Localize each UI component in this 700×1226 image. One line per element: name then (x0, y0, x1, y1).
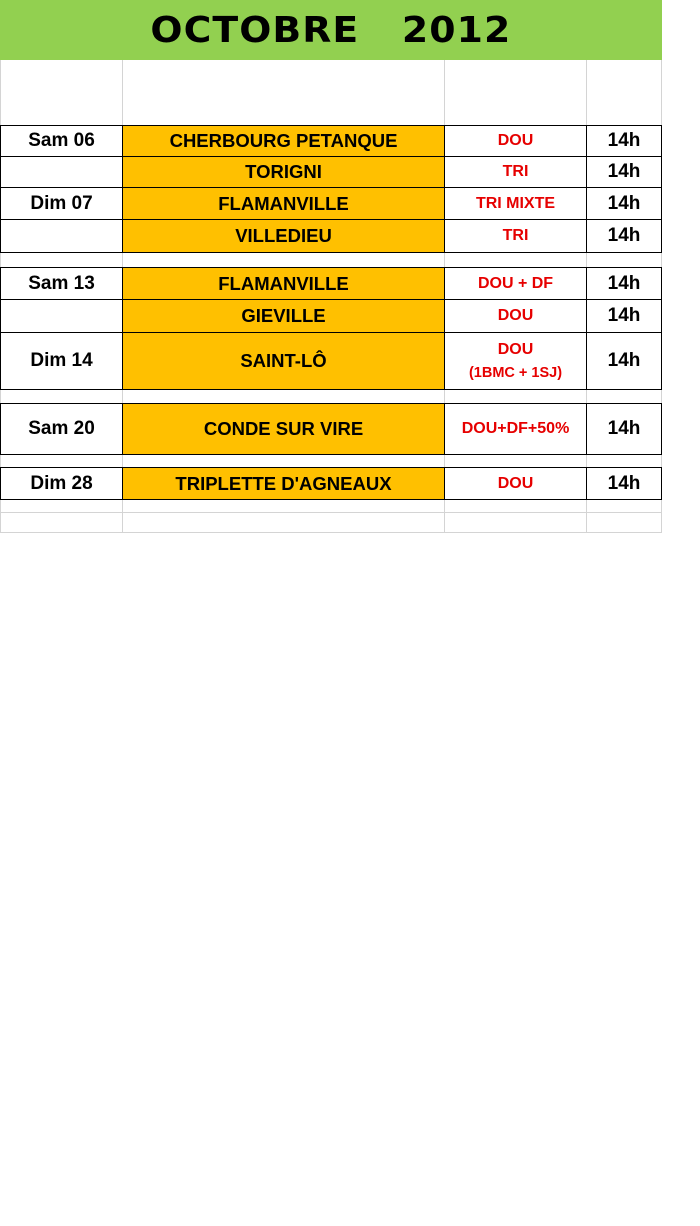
event-time: 14h (587, 157, 662, 188)
event-time: 14h (587, 467, 662, 500)
event-venue: CHERBOURG PETANQUE (123, 125, 445, 157)
event-row (0, 403, 662, 455)
page-title: OCTOBRE 2012 (150, 9, 512, 51)
event-row (0, 300, 662, 333)
event-row (0, 220, 662, 253)
event-time: 14h (587, 125, 662, 157)
event-day: Sam 20 (0, 403, 123, 455)
event-type: DOU + DF (445, 267, 587, 300)
event-venue: SAINT-LÔ (123, 333, 445, 390)
event-time: 14h (587, 403, 662, 455)
event-day: Dim 14 (0, 333, 123, 390)
event-type: DOU (445, 467, 587, 500)
event-type (445, 333, 587, 390)
event-time: 14h (587, 220, 662, 253)
event-venue: GIEVILLE (123, 300, 445, 333)
event-time: 14h (587, 333, 662, 390)
event-day (0, 300, 123, 333)
event-day (0, 220, 123, 253)
spacer-row (0, 513, 662, 533)
event-venue: FLAMANVILLE (123, 267, 445, 300)
event-type: DOU+DF+50% (445, 403, 587, 455)
event-type-line2: (1BMC + 1SJ) (468, 365, 563, 381)
event-day: Dim 28 (0, 467, 123, 500)
event-time: 14h (587, 188, 662, 220)
empty-cell (445, 60, 587, 125)
event-type-line1: DOU (497, 341, 534, 358)
spacer-row (0, 455, 662, 467)
empty-cell (0, 60, 123, 125)
event-venue: FLAMANVILLE (123, 188, 445, 220)
event-time: 14h (587, 300, 662, 333)
event-row (0, 467, 662, 500)
event-time: 14h (587, 267, 662, 300)
spacer-row (0, 500, 662, 513)
event-day (0, 157, 123, 188)
title-banner (0, 0, 662, 60)
event-type: DOU (445, 125, 587, 157)
event-venue: VILLEDIEU (123, 220, 445, 253)
event-day: Sam 06 (0, 125, 123, 157)
event-row (0, 267, 662, 300)
event-row (0, 125, 662, 157)
event-venue: TRIPLETTE D'AGNEAUX (123, 467, 445, 500)
event-row (0, 157, 662, 188)
event-type: DOU (445, 300, 587, 333)
spacer-row (0, 390, 662, 403)
empty-cell (123, 60, 445, 125)
event-type: TRI MIXTE (445, 188, 587, 220)
event-venue: CONDE SUR VIRE (123, 403, 445, 455)
event-day: Dim 07 (0, 188, 123, 220)
spacer-row (0, 253, 662, 267)
event-venue: TORIGNI (123, 157, 445, 188)
event-type: TRI (445, 157, 587, 188)
event-day: Sam 13 (0, 267, 123, 300)
event-type: TRI (445, 220, 587, 253)
empty-cell (587, 60, 662, 125)
blank-header-row (0, 60, 662, 125)
event-row (0, 188, 662, 220)
event-row (0, 333, 662, 390)
